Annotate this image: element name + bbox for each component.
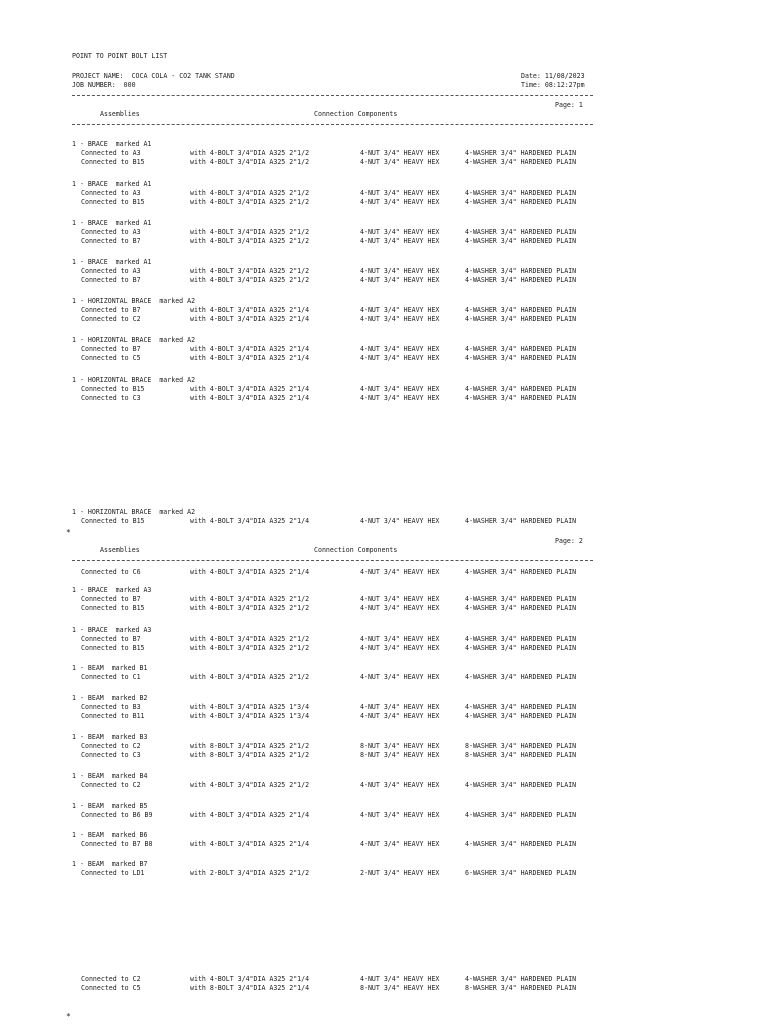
- connected-to: Connected to B15: [81, 517, 145, 525]
- page-break-marker: *: [66, 1012, 71, 1021]
- nut-spec: 4-NUT 3/4" HEAVY HEX: [360, 158, 440, 166]
- group-title: 1 - HORIZONTAL BRACE marked A2: [72, 508, 196, 516]
- connected-to: Connected to B7: [81, 276, 141, 284]
- bolt-spec: with 4-BOLT 3/4"DIA A325 2"1/2: [190, 228, 310, 236]
- group-title: 1 - BEAM marked B1: [72, 664, 148, 672]
- group-title: 1 - BEAM marked B6: [72, 831, 148, 839]
- group-title: 1 - BEAM marked B3: [72, 733, 148, 741]
- washer-spec: 4-WASHER 3/4" HARDENED PLAIN: [465, 673, 577, 681]
- nut-spec: 4-NUT 3/4" HEAVY HEX: [360, 345, 440, 353]
- washer-spec: 4-WASHER 3/4" HARDENED PLAIN: [465, 149, 577, 157]
- bolt-spec: with 4-BOLT 3/4"DIA A325 2"1/2: [190, 604, 310, 612]
- bolt-spec: with 4-BOLT 3/4"DIA A325 2"1/4: [190, 811, 310, 819]
- page-break-marker: *: [66, 528, 71, 537]
- connected-to: Connected to C2: [81, 742, 141, 750]
- nut-spec: 4-NUT 3/4" HEAVY HEX: [360, 267, 440, 275]
- connected-to: Connected to C5: [81, 984, 141, 992]
- washer-spec: 4-WASHER 3/4" HARDENED PLAIN: [465, 354, 577, 362]
- connected-to: Connected to LD1: [81, 869, 145, 877]
- bolt-spec: with 4-BOLT 3/4"DIA A325 2"1/4: [190, 975, 310, 983]
- bolt-spec: with 4-BOLT 3/4"DIA A325 2"1/2: [190, 635, 310, 643]
- divider: [72, 124, 593, 125]
- nut-spec: 4-NUT 3/4" HEAVY HEX: [360, 517, 440, 525]
- connected-to: Connected to A3: [81, 228, 141, 236]
- washer-spec: 4-WASHER 3/4" HARDENED PLAIN: [465, 189, 577, 197]
- connected-to: Connected to C3: [81, 751, 141, 759]
- nut-spec: 4-NUT 3/4" HEAVY HEX: [360, 394, 440, 402]
- nut-spec: 4-NUT 3/4" HEAVY HEX: [360, 811, 440, 819]
- connected-to: Connected to B3: [81, 703, 141, 711]
- nut-spec: 4-NUT 3/4" HEAVY HEX: [360, 840, 440, 848]
- connected-to: Connected to B15: [81, 198, 145, 206]
- bolt-spec: with 4-BOLT 3/4"DIA A325 2"1/2: [190, 781, 310, 789]
- washer-spec: 4-WASHER 3/4" HARDENED PLAIN: [465, 267, 577, 275]
- connected-to: Connected to B7: [81, 345, 141, 353]
- washer-spec: 4-WASHER 3/4" HARDENED PLAIN: [465, 517, 577, 525]
- bolt-spec: with 8-BOLT 3/4"DIA A325 2"1/4: [190, 984, 310, 992]
- connected-to: Connected to B6 B9: [81, 811, 153, 819]
- connected-to: Connected to C2: [81, 975, 141, 983]
- bolt-spec: with 4-BOLT 3/4"DIA A325 2"1/2: [190, 644, 310, 652]
- connected-to: Connected to C5: [81, 354, 141, 362]
- connected-to: Connected to C1: [81, 673, 141, 681]
- connected-to: Connected to B15: [81, 158, 145, 166]
- nut-spec: 4-NUT 3/4" HEAVY HEX: [360, 644, 440, 652]
- nut-spec: 4-NUT 3/4" HEAVY HEX: [360, 276, 440, 284]
- connected-to: Connected to A3: [81, 149, 141, 157]
- connected-to: Connected to B7: [81, 635, 141, 643]
- washer-spec: 4-WASHER 3/4" HARDENED PLAIN: [465, 345, 577, 353]
- bolt-spec: with 4-BOLT 3/4"DIA A325 2"1/4: [190, 306, 310, 314]
- washer-spec: 8-WASHER 3/4" HARDENED PLAIN: [465, 984, 577, 992]
- group-title: 1 - BEAM marked B2: [72, 694, 148, 702]
- bolt-spec: with 4-BOLT 3/4"DIA A325 2"1/2: [190, 237, 310, 245]
- nut-spec: 4-NUT 3/4" HEAVY HEX: [360, 712, 440, 720]
- nut-spec: 4-NUT 3/4" HEAVY HEX: [360, 237, 440, 245]
- nut-spec: 8-NUT 3/4" HEAVY HEX: [360, 984, 440, 992]
- bolt-spec: with 4-BOLT 3/4"DIA A325 2"1/2: [190, 189, 310, 197]
- assemblies-header: Assemblies: [100, 110, 140, 118]
- bolt-spec: with 4-BOLT 3/4"DIA A325 2"1/2: [190, 149, 310, 157]
- washer-spec: 4-WASHER 3/4" HARDENED PLAIN: [465, 394, 577, 402]
- report-time: 08:12:27pm: [544, 81, 585, 89]
- washer-spec: 4-WASHER 3/4" HARDENED PLAIN: [465, 228, 577, 236]
- assemblies-header: Assemblies: [100, 546, 140, 554]
- nut-spec: 8-NUT 3/4" HEAVY HEX: [360, 742, 440, 750]
- washer-spec: 6-WASHER 3/4" HARDENED PLAIN: [465, 869, 577, 877]
- nut-spec: 4-NUT 3/4" HEAVY HEX: [360, 604, 440, 612]
- group-title: 1 - HORIZONTAL BRACE marked A2: [72, 297, 196, 305]
- connected-to: Connected to B7: [81, 306, 141, 314]
- washer-spec: 4-WASHER 3/4" HARDENED PLAIN: [465, 276, 577, 284]
- washer-spec: 4-WASHER 3/4" HARDENED PLAIN: [465, 385, 577, 393]
- connected-to: Connected to C2: [81, 315, 141, 323]
- bolt-spec: with 8-BOLT 3/4"DIA A325 2"1/2: [190, 751, 310, 759]
- group-title: 1 - BEAM marked B5: [72, 802, 148, 810]
- divider: [72, 95, 593, 96]
- bolt-spec: with 4-BOLT 3/4"DIA A325 1"3/4: [190, 703, 310, 711]
- connected-to: Connected to A3: [81, 189, 141, 197]
- connected-to: Connected to B15: [81, 644, 145, 652]
- nut-spec: 4-NUT 3/4" HEAVY HEX: [360, 354, 440, 362]
- washer-spec: 4-WASHER 3/4" HARDENED PLAIN: [465, 635, 577, 643]
- connected-to: Connected to B15: [81, 604, 145, 612]
- date-label: Date:: [521, 72, 541, 80]
- components-header: Connection Components: [314, 110, 398, 118]
- nut-spec: 4-NUT 3/4" HEAVY HEX: [360, 595, 440, 603]
- time-line: [521, 81, 585, 90]
- bolt-spec: with 4-BOLT 3/4"DIA A325 2"1/2: [190, 595, 310, 603]
- bolt-spec: with 4-BOLT 3/4"DIA A325 2"1/4: [190, 568, 310, 576]
- group-title: 1 - BRACE marked A1: [72, 140, 152, 148]
- group-title: 1 - BRACE marked A3: [72, 586, 152, 594]
- nut-spec: 4-NUT 3/4" HEAVY HEX: [360, 228, 440, 236]
- washer-spec: 4-WASHER 3/4" HARDENED PLAIN: [465, 604, 577, 612]
- connected-to: Connected to C2: [81, 781, 141, 789]
- nut-spec: 4-NUT 3/4" HEAVY HEX: [360, 975, 440, 983]
- connected-to: Connected to C3: [81, 394, 141, 402]
- bolt-spec: with 8-BOLT 3/4"DIA A325 2"1/2: [190, 742, 310, 750]
- page-number: Page: 2: [555, 537, 583, 545]
- group-title: 1 - BEAM marked B4: [72, 772, 148, 780]
- connected-to: Connected to B7: [81, 595, 141, 603]
- bolt-spec: with 2-BOLT 3/4"DIA A325 2"1/2: [190, 869, 310, 877]
- report-date: 11/08/2023: [544, 72, 585, 80]
- nut-spec: 4-NUT 3/4" HEAVY HEX: [360, 149, 440, 157]
- bolt-spec: with 4-BOLT 3/4"DIA A325 2"1/4: [190, 354, 310, 362]
- bolt-spec: with 4-BOLT 3/4"DIA A325 1"3/4: [190, 712, 310, 720]
- nut-spec: 4-NUT 3/4" HEAVY HEX: [360, 198, 440, 206]
- washer-spec: 4-WASHER 3/4" HARDENED PLAIN: [465, 712, 577, 720]
- washer-spec: 4-WASHER 3/4" HARDENED PLAIN: [465, 568, 577, 576]
- group-title: 1 - BRACE marked A1: [72, 258, 152, 266]
- bolt-spec: with 4-BOLT 3/4"DIA A325 2"1/4: [190, 315, 310, 323]
- bolt-spec: with 4-BOLT 3/4"DIA A325 2"1/2: [190, 673, 310, 681]
- page-number: Page: 1: [555, 101, 583, 109]
- connected-to: Connected to B7 B8: [81, 840, 153, 848]
- bolt-spec: with 4-BOLT 3/4"DIA A325 2"1/4: [190, 394, 310, 402]
- time-label: Time:: [521, 81, 541, 89]
- project-line: [72, 72, 235, 81]
- bolt-spec: with 4-BOLT 3/4"DIA A325 2"1/4: [190, 517, 310, 525]
- group-title: 1 - BEAM marked B7: [72, 860, 148, 868]
- bolt-spec: with 4-BOLT 3/4"DIA A325 2"1/2: [190, 198, 310, 206]
- bolt-spec: with 4-BOLT 3/4"DIA A325 2"1/2: [190, 276, 310, 284]
- washer-spec: 4-WASHER 3/4" HARDENED PLAIN: [465, 315, 577, 323]
- bolt-spec: with 4-BOLT 3/4"DIA A325 2"1/4: [190, 840, 310, 848]
- group-title: 1 - BRACE marked A3: [72, 626, 152, 634]
- washer-spec: 4-WASHER 3/4" HARDENED PLAIN: [465, 781, 577, 789]
- group-title: 1 - BRACE marked A1: [72, 219, 152, 227]
- nut-spec: 8-NUT 3/4" HEAVY HEX: [360, 751, 440, 759]
- group-title: 1 - BRACE marked A1: [72, 180, 152, 188]
- washer-spec: 4-WASHER 3/4" HARDENED PLAIN: [465, 840, 577, 848]
- bolt-spec: with 4-BOLT 3/4"DIA A325 2"1/2: [190, 267, 310, 275]
- bolt-spec: with 4-BOLT 3/4"DIA A325 2"1/2: [190, 158, 310, 166]
- washer-spec: 8-WASHER 3/4" HARDENED PLAIN: [465, 742, 577, 750]
- washer-spec: 4-WASHER 3/4" HARDENED PLAIN: [465, 811, 577, 819]
- nut-spec: 4-NUT 3/4" HEAVY HEX: [360, 306, 440, 314]
- nut-spec: 4-NUT 3/4" HEAVY HEX: [360, 315, 440, 323]
- washer-spec: 4-WASHER 3/4" HARDENED PLAIN: [465, 703, 577, 711]
- project-name: COCA COLA - CO2 TANK STAND: [131, 72, 235, 80]
- nut-spec: 4-NUT 3/4" HEAVY HEX: [360, 635, 440, 643]
- divider: [72, 560, 593, 561]
- bolt-spec: with 4-BOLT 3/4"DIA A325 2"1/4: [190, 385, 310, 393]
- job-label: JOB NUMBER:: [72, 81, 116, 89]
- nut-spec: 4-NUT 3/4" HEAVY HEX: [360, 703, 440, 711]
- job-line: [72, 81, 136, 90]
- nut-spec: 4-NUT 3/4" HEAVY HEX: [360, 385, 440, 393]
- project-label: PROJECT NAME:: [72, 72, 124, 80]
- connected-to: Connected to B15: [81, 385, 145, 393]
- report-title: POINT TO POINT BOLT LIST: [72, 52, 168, 60]
- job-number: 000: [123, 81, 136, 89]
- group-title: 1 - HORIZONTAL BRACE marked A2: [72, 336, 196, 344]
- washer-spec: 4-WASHER 3/4" HARDENED PLAIN: [465, 237, 577, 245]
- nut-spec: 2-NUT 3/4" HEAVY HEX: [360, 869, 440, 877]
- washer-spec: 4-WASHER 3/4" HARDENED PLAIN: [465, 198, 577, 206]
- washer-spec: 4-WASHER 3/4" HARDENED PLAIN: [465, 158, 577, 166]
- washer-spec: 4-WASHER 3/4" HARDENED PLAIN: [465, 595, 577, 603]
- nut-spec: 4-NUT 3/4" HEAVY HEX: [360, 781, 440, 789]
- connected-to: Connected to B11: [81, 712, 145, 720]
- connected-to: Connected to A3: [81, 267, 141, 275]
- connected-to: Connected to B7: [81, 237, 141, 245]
- bolt-spec: with 4-BOLT 3/4"DIA A325 2"1/4: [190, 345, 310, 353]
- nut-spec: 4-NUT 3/4" HEAVY HEX: [360, 673, 440, 681]
- date-line: [521, 72, 585, 81]
- nut-spec: 4-NUT 3/4" HEAVY HEX: [360, 189, 440, 197]
- washer-spec: 4-WASHER 3/4" HARDENED PLAIN: [465, 975, 577, 983]
- components-header: Connection Components: [314, 546, 398, 554]
- nut-spec: 4-NUT 3/4" HEAVY HEX: [360, 568, 440, 576]
- washer-spec: 4-WASHER 3/4" HARDENED PLAIN: [465, 644, 577, 652]
- washer-spec: 8-WASHER 3/4" HARDENED PLAIN: [465, 751, 577, 759]
- group-title: 1 - HORIZONTAL BRACE marked A2: [72, 376, 196, 384]
- connected-to: Connected to C6: [81, 568, 141, 576]
- washer-spec: 4-WASHER 3/4" HARDENED PLAIN: [465, 306, 577, 314]
